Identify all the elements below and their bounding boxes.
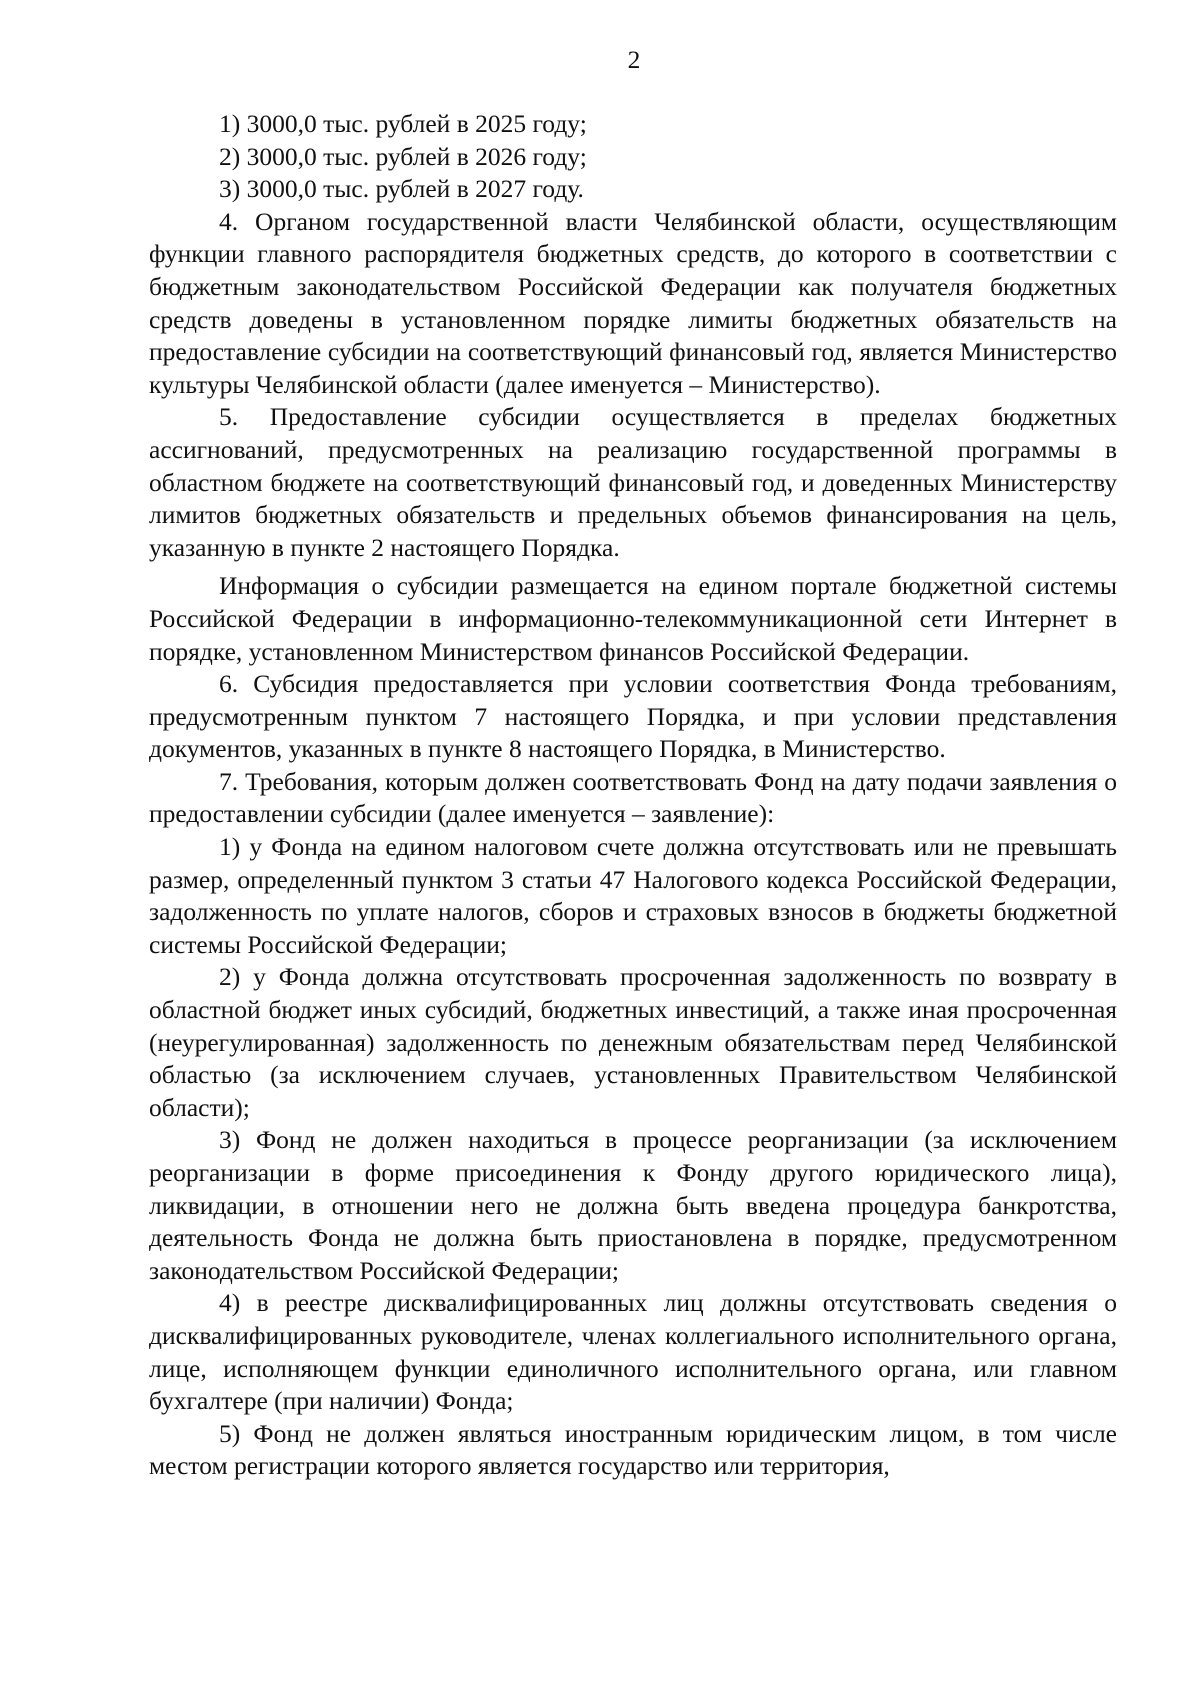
paragraph-funding-2025: 1) 3000,0 тыс. рублей в 2025 году; <box>219 109 587 138</box>
paragraph-item-7-5: 5) Фонд не должен являться иностранным юридическим лицом, в том числе местом регистрации которого является государство или территория, <box>149 1418 1117 1481</box>
paragraph-funding-2027: 3) 3000,0 тыс. рублей в 2027 году. <box>219 174 584 204</box>
paragraph-item-7-1: 1) у Фонда на едином налоговом счете должна отсутствовать или не превышать размер, определенный пунктом 3 статьи 47 Налогового кодекса Российской Федерации, задолженность по уплате налогов, сборов и страховых взносов в бюджеты бюджетной системы Российской Федерации; <box>149 832 1117 959</box>
paragraph-item-5: 5. Предоставление субсидии осуществляется в пределах бюджетных ассигнований, предусмотренных на реализацию государственной программы в областном бюджете на соответствующий финансовый год, и доведенных Министерству лимитов бюджетных обязательств и предельных объемов финансирования на цель, указанную в пункте 2 настоящего Порядка. <box>149 402 1117 562</box>
document-body <box>149 108 1117 1483</box>
paragraph-subsidy-info: Информация о субсидии размещается на едином портале бюджетной системы Российской Федерации в информационно-телекоммуникационной сети Интернет в порядке, установленном Министерством финансов Российской Федерации. <box>149 571 1117 666</box>
paragraph-item-7-4: 4) в реестре дисквалифицированных лиц должны отсутствовать сведения о дисквалифицированных руководителе, членах коллегиального исполнительного органа, лице, исполняющем функции единоличного исполнительного органа, или главном бухгалтере (при наличии) Фонда; <box>149 1288 1117 1416</box>
page-number: 2 <box>627 45 641 74</box>
paragraph-item-7-3: 3) Фонд не должен находиться в процессе реорганизации (за исключением реорганизации в форме присоединения к Фонду другого юридического лица), ликвидации, в отношении него не должна быть введена процедура банкротства, деятельность Фонда не должна быть приостановлена в порядке, предусмотренном законодательством Российской Федерации; <box>149 1125 1117 1285</box>
paragraph-item-6: 6. Субсидия предоставляется при условии соответствия Фонда требованиям, предусмотренным пунктом 7 настоящего Порядка, и при условии представления документов, указанных в пункте 8 настоящего Порядка, в Министерство. <box>149 669 1117 764</box>
paragraph-item-4: 4. Органом государственной власти Челябинской области, осуществляющим функции главного распорядителя бюджетных средств, до которого в соответствии с бюджетным законодательством Российской Федерации как получателя бюджетных средств доведены в установленном порядке лимиты бюджетных обязательств на предоставление субсидии на соответствующий финансовый год, является Министерство культуры Челябинской области (далее именуется – Министерство). <box>149 206 1117 399</box>
paragraph-item-7: 7. Требования, которым должен соответствовать Фонд на дату подачи заявления о предоставлении субсидии (далее именуется – заявление): <box>149 766 1117 829</box>
paragraph-funding-2026: 2) 3000,0 тыс. рублей в 2026 году; <box>219 141 587 171</box>
paragraph-item-7-2: 2) у Фонда должна отсутствовать просроченная задолженность по возврату в областной бюджет иных субсидий, бюджетных инвестиций, а также иная просроченная (неурегулированная) задолженность по денежным обязательствам перед Челябинской областью (за исключением случаев, установленных Правительством Челябинской области); <box>149 962 1117 1122</box>
